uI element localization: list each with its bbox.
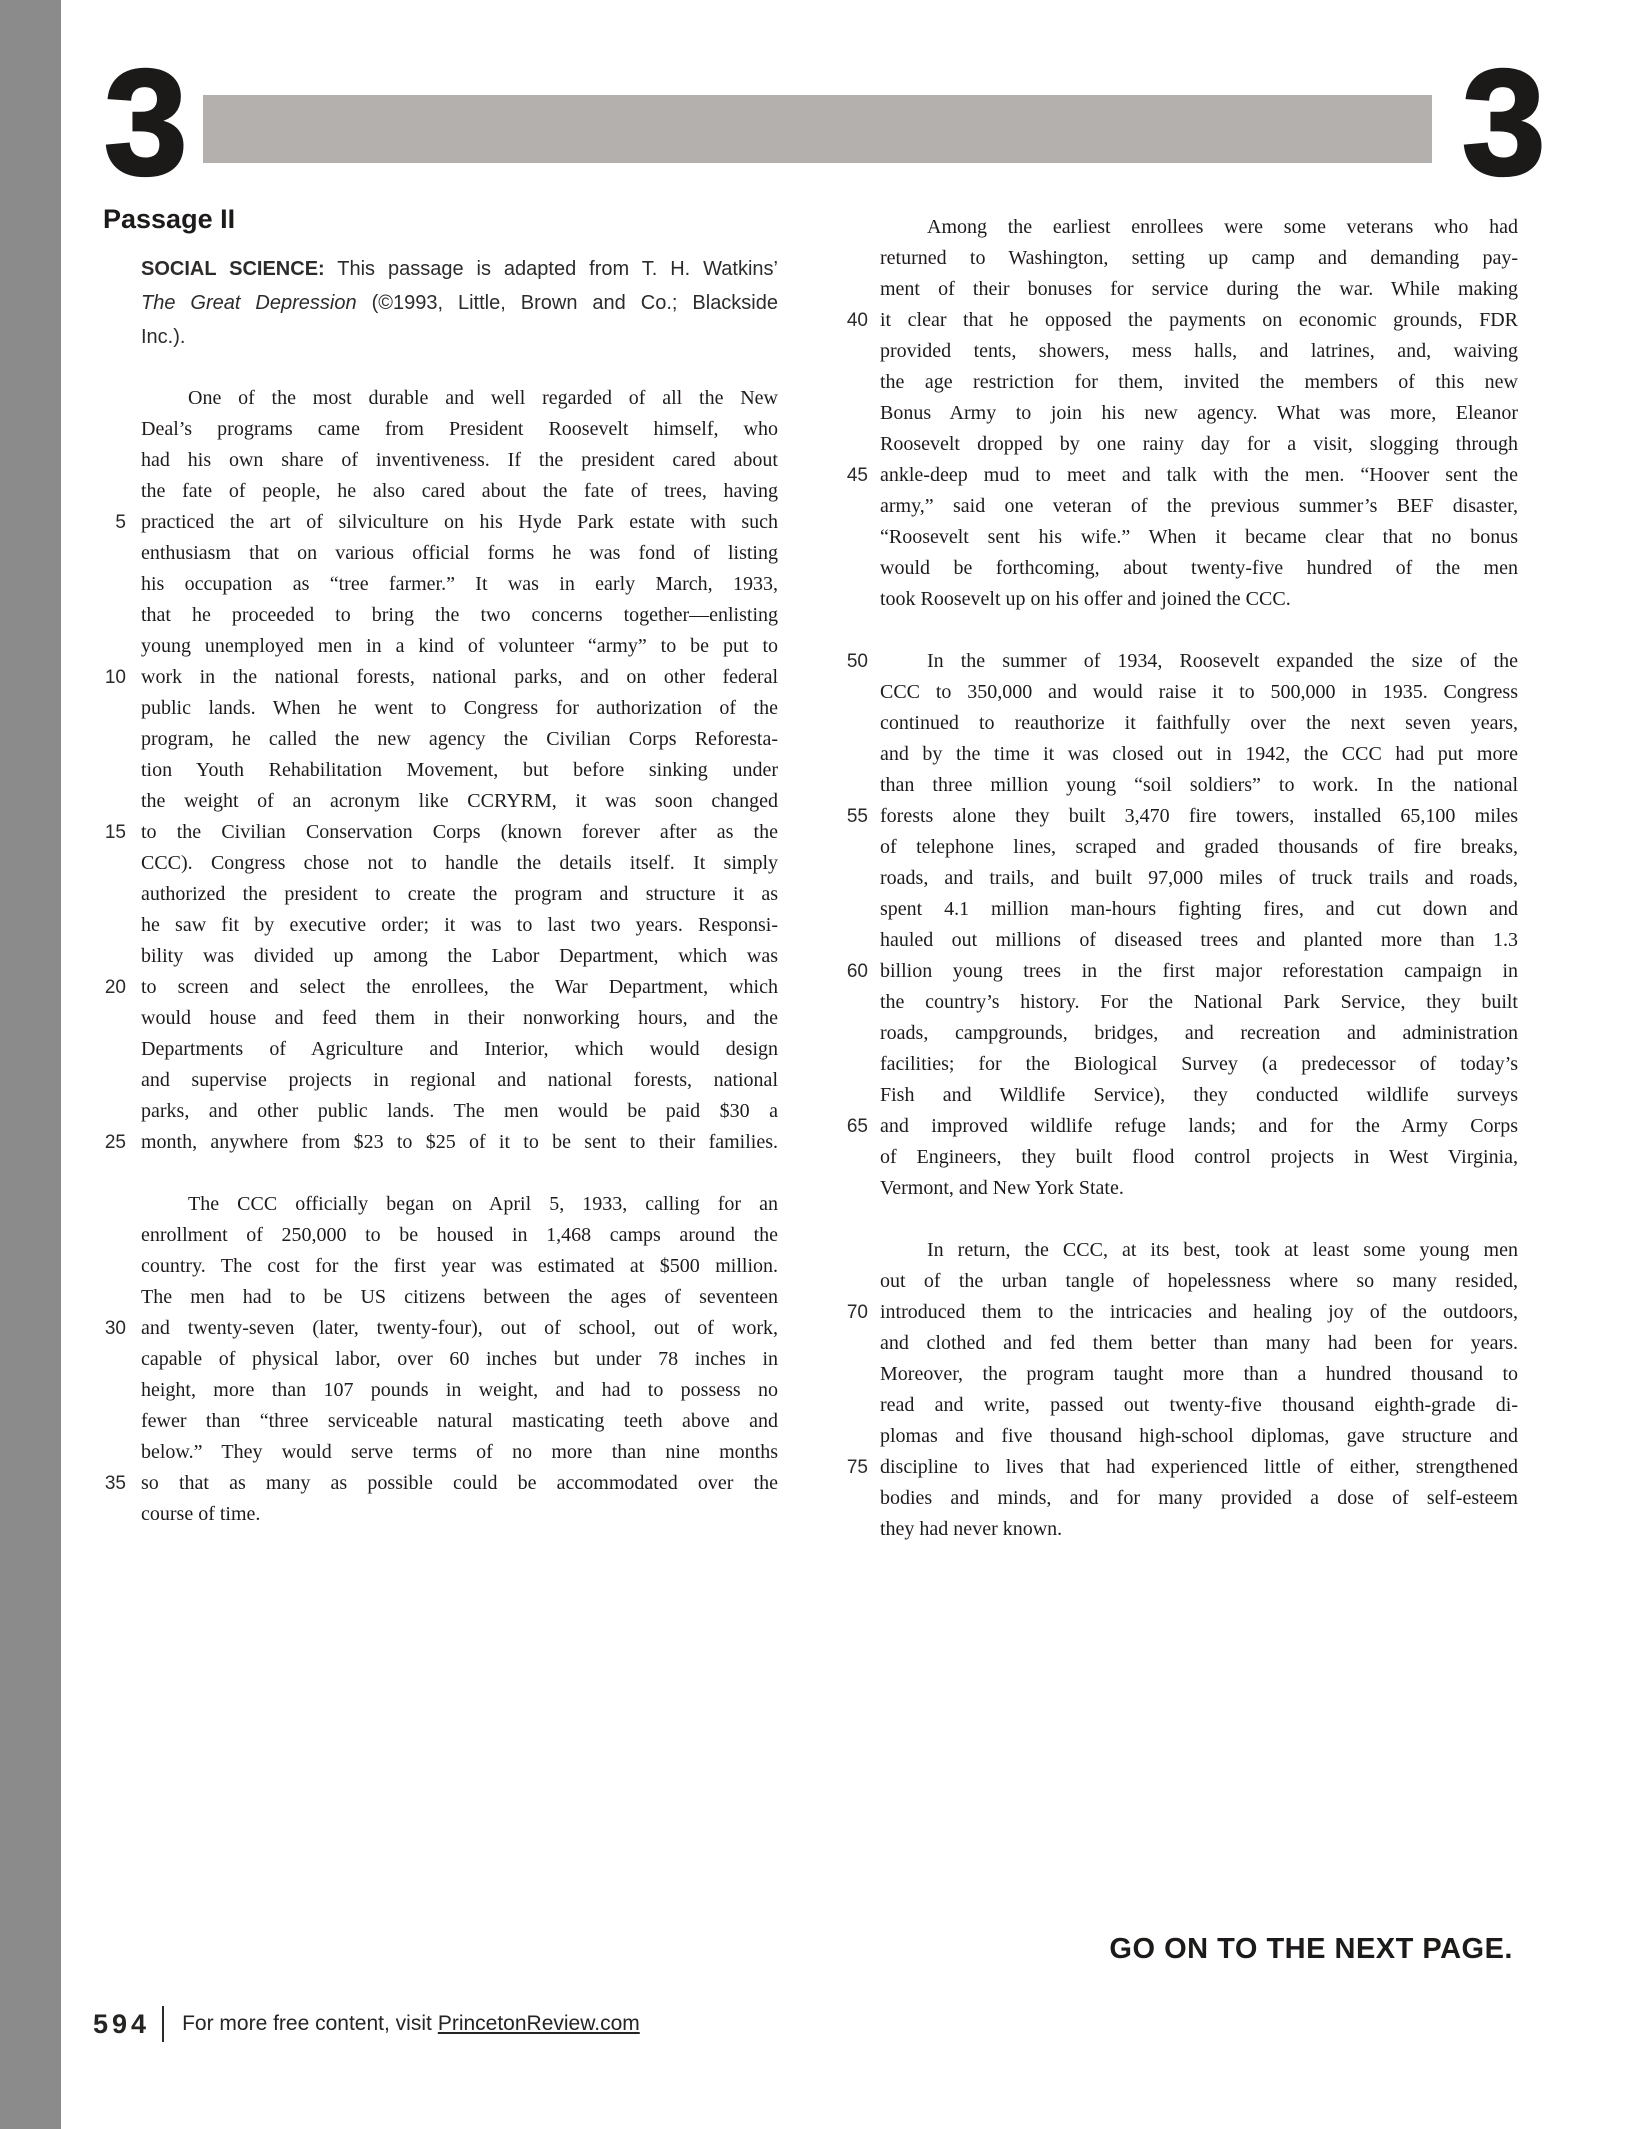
passage-line	[835, 1421, 1518, 1452]
passage-line	[835, 1359, 1518, 1390]
passage-line	[835, 243, 1518, 274]
passage-line	[96, 507, 778, 538]
passage-line	[835, 1297, 1518, 1328]
line-text: Bonus Army to join his new agency. What was more, Eleanor	[880, 402, 1518, 424]
line-text: capable of physical labor, over 60 inches but under 78 inches in	[141, 1348, 778, 1370]
line-text: of telephone lines, scraped and graded thousands of fire breaks,	[880, 836, 1518, 858]
passage-line	[96, 414, 778, 445]
line-text: plomas and five thousand high-school diplomas, gave structure and	[880, 1425, 1518, 1447]
intro-line-2	[141, 286, 778, 320]
line-text: Deal’s programs came from President Roosevelt himself, who	[141, 418, 778, 440]
passage-line	[96, 600, 778, 631]
passage-line	[96, 817, 778, 848]
line-text: he saw fit by executive order; it was to last two years. Responsi-	[141, 914, 778, 936]
line-text: and clothed and fed them better than many had been for years.	[880, 1332, 1518, 1354]
line-text: would be forthcoming, about twenty-five hundred of the men	[880, 557, 1518, 579]
line-text: work in the national forests, national parks, and on other federal	[141, 666, 778, 688]
line-text: facilities; for the Biological Survey (a predecessor of today’s	[880, 1053, 1518, 1075]
passage-line	[96, 879, 778, 910]
line-text: Departments of Agriculture and Interior, which would design	[141, 1038, 778, 1060]
passage-line	[96, 1251, 778, 1282]
line-number: 65	[846, 1116, 868, 1137]
line-text: One of the most durable and well regarded of all the New	[188, 387, 778, 409]
passage-line	[96, 1096, 778, 1127]
passage-line	[96, 1499, 778, 1530]
passage-line	[835, 1328, 1518, 1359]
passage-line	[835, 1173, 1518, 1204]
passage-line	[835, 646, 1518, 677]
passage-line	[835, 1142, 1518, 1173]
line-number: 25	[104, 1132, 126, 1153]
line-text: bodies and minds, and for many provided a dose of self-esteem	[880, 1487, 1518, 1509]
line-number: 60	[846, 961, 868, 982]
passage-line	[835, 1483, 1518, 1514]
passage-line	[96, 1127, 778, 1158]
passage-line	[835, 708, 1518, 739]
line-number: 55	[846, 806, 868, 827]
passage-line	[835, 770, 1518, 801]
passage-heading: Passage II	[103, 204, 236, 234]
passage-line	[96, 941, 778, 972]
passage-paragraph	[835, 212, 1518, 615]
line-text: and supervise projects in regional and national forests, national	[141, 1069, 778, 1091]
line-text: practiced the art of silviculture on his Hyde Park estate with such	[141, 511, 778, 533]
line-text: and twenty-seven (later, twenty-four), out of school, out of work,	[141, 1317, 778, 1339]
line-number: 10	[104, 667, 126, 688]
passage-line	[835, 429, 1518, 460]
passage-column-right	[835, 212, 1518, 1545]
line-text: In the summer of 1934, Roosevelt expanded the size of the	[927, 650, 1518, 672]
line-text: ment of their bonuses for service during the war. While making	[880, 278, 1518, 300]
passage-line	[835, 1452, 1518, 1483]
passage-line	[835, 739, 1518, 770]
line-text: The men had to be US citizens between the ages of seventeen	[141, 1286, 778, 1308]
passage-line	[835, 1514, 1518, 1545]
passage-line	[835, 584, 1518, 615]
passage-line	[835, 1266, 1518, 1297]
passage-line	[835, 832, 1518, 863]
passage-line	[96, 910, 778, 941]
line-text: the fate of people, he also cared about the fate of trees, having	[141, 480, 778, 502]
passage-line	[835, 336, 1518, 367]
passage-line	[835, 956, 1518, 987]
passage-line	[835, 987, 1518, 1018]
go-on-instruction: GO ON TO THE NEXT PAGE.	[1109, 1933, 1513, 1965]
passage-line	[96, 1065, 778, 1096]
passage-line	[96, 786, 778, 817]
passage-line	[96, 383, 778, 414]
line-number: 5	[115, 512, 126, 533]
line-text: than three million young “soil soldiers” to work. In the national	[880, 774, 1518, 796]
line-text: course of time.	[141, 1503, 261, 1525]
line-number: 70	[846, 1302, 868, 1323]
passage-line	[96, 724, 778, 755]
line-text: tion Youth Rehabilitation Movement, but before sinking under	[141, 759, 778, 781]
line-number: 35	[104, 1473, 126, 1494]
passage-line	[96, 631, 778, 662]
line-text: to the Civilian Conservation Corps (known forever after as the	[141, 821, 778, 843]
passage-line	[96, 1437, 778, 1468]
line-text: the country’s history. For the National Park Service, they built	[880, 991, 1518, 1013]
line-text: CCC to 350,000 and would raise it to 500,000 in 1935. Congress	[880, 681, 1518, 703]
line-text: it clear that he opposed the payments on economic grounds, FDR	[880, 309, 1518, 331]
line-text: parks, and other public lands. The men would be paid $30 a	[141, 1100, 778, 1122]
passage-line	[96, 1220, 778, 1251]
line-text: continued to reauthorize it faithfully over the next seven years,	[880, 712, 1518, 734]
passage-line	[835, 801, 1518, 832]
line-text: Vermont, and New York State.	[880, 1177, 1124, 1199]
line-number: 50	[846, 651, 868, 672]
passage-line	[835, 1390, 1518, 1421]
line-text: read and write, passed out twenty-five thousand eighth-grade di-	[880, 1394, 1518, 1416]
line-text: spent 4.1 million man-hours fighting fires, and cut down and	[880, 898, 1518, 920]
intro-line-3: Inc.).	[141, 326, 186, 348]
line-text: roads, campgrounds, bridges, and recreation and administration	[880, 1022, 1518, 1044]
line-text: fewer than “three serviceable natural masticating teeth above and	[141, 1410, 778, 1432]
passage-line	[835, 863, 1518, 894]
line-text: hauled out millions of diseased trees and planted more than 1.3	[880, 929, 1518, 951]
footer-divider	[162, 2006, 164, 2042]
page-number: 594	[93, 2008, 151, 2039]
line-text: below.” They would serve terms of no more than nine months	[141, 1441, 778, 1463]
line-text: Fish and Wildlife Service), they conducted wildlife surveys	[880, 1084, 1518, 1106]
intro-line-1	[141, 252, 778, 286]
passage-line	[96, 1313, 778, 1344]
line-text: forests alone they built 3,470 fire towers, installed 65,100 miles	[880, 805, 1518, 827]
line-text: Among the earliest enrollees were some veterans who had	[927, 216, 1518, 238]
line-text: height, more than 107 pounds in weight, and had to possess no	[141, 1379, 778, 1401]
line-text: his occupation as “tree farmer.” It was in early March, 1933,	[141, 573, 778, 595]
line-text: out of the urban tangle of hopelessness where so many resided,	[880, 1270, 1518, 1292]
line-number: 15	[104, 822, 126, 843]
line-text: roads, and trails, and built 97,000 miles of truck trails and roads,	[880, 867, 1518, 889]
line-text: provided tents, showers, mess halls, and latrines, and, waiving	[880, 340, 1518, 362]
passage-paragraph	[96, 383, 778, 1158]
passage-paragraph	[96, 1189, 778, 1530]
line-text: country. The cost for the first year was estimated at $500 million.	[141, 1255, 778, 1277]
line-number: 30	[104, 1318, 126, 1339]
line-text: CCC). Congress chose not to handle the details itself. It simply	[141, 852, 778, 874]
line-number: 40	[846, 310, 868, 331]
line-text: took Roosevelt up on his offer and joined the CCC.	[880, 588, 1291, 610]
passage-line	[835, 894, 1518, 925]
line-text: authorized the president to create the program and structure it as	[141, 883, 778, 905]
line-text: program, he called the new agency the Civilian Corps Reforesta-	[141, 728, 778, 750]
passage-line	[96, 1282, 778, 1313]
passage-line	[835, 1049, 1518, 1080]
passage-column-left	[96, 383, 778, 1530]
line-text: month, anywhere from $23 to $25 of it to be sent to their families.	[141, 1131, 778, 1153]
line-text: The CCC officially began on April 5, 1933, calling for an	[188, 1193, 778, 1215]
passage-line	[835, 460, 1518, 491]
line-number: 75	[846, 1457, 868, 1478]
line-number: 20	[104, 977, 126, 998]
passage-paragraph	[835, 646, 1518, 1204]
passage-line	[96, 693, 778, 724]
line-text: so that as many as possible could be accommodated over the	[141, 1472, 778, 1494]
passage-line	[96, 1468, 778, 1499]
passage-paragraph	[835, 1235, 1518, 1545]
passage-line	[96, 1189, 778, 1220]
line-text: ankle-deep mud to meet and talk with the men. “Hoover sent the	[880, 464, 1518, 486]
passage-line	[96, 972, 778, 1003]
header-divider-bar	[203, 95, 1432, 163]
passage-line	[96, 662, 778, 693]
passage-line	[835, 398, 1518, 429]
line-text: billion young trees in the first major reforestation campaign in	[880, 960, 1518, 982]
line-text: would house and feed them in their nonworking hours, and the	[141, 1007, 778, 1029]
line-text: young unemployed men in a kind of volunteer “army” to be put to	[141, 635, 778, 657]
passage-line	[835, 491, 1518, 522]
line-text: Moreover, the program taught more than a hundred thousand to	[880, 1363, 1518, 1385]
line-text: and by the time it was closed out in 1942, the CCC had put more	[880, 743, 1518, 765]
line-text: army,” said one veteran of the previous summer’s BEF disaster,	[880, 495, 1518, 517]
line-text: returned to Washington, setting up camp and demanding pay-	[880, 247, 1518, 269]
line-text: public lands. When he went to Congress for authorization of the	[141, 697, 778, 719]
passage-line	[96, 1034, 778, 1065]
passage-line	[96, 538, 778, 569]
passage-line	[96, 848, 778, 879]
passage-line	[835, 925, 1518, 956]
section-number-left: 3	[104, 38, 186, 206]
line-text: the age restriction for them, invited the members of this new	[880, 371, 1518, 393]
passage-line	[96, 569, 778, 600]
line-text: they had never known.	[880, 1518, 1063, 1540]
passage-line	[96, 445, 778, 476]
line-text: Roosevelt dropped by one rainy day for a visit, slogging through	[880, 433, 1518, 455]
passage-line	[96, 1375, 778, 1406]
line-text: of Engineers, they built flood control projects in West Virginia,	[880, 1146, 1518, 1168]
line-number: 45	[846, 465, 868, 486]
passage-line	[835, 522, 1518, 553]
line-text: enrollment of 250,000 to be housed in 1,468 camps around the	[141, 1224, 778, 1246]
line-text: introduced them to the intricacies and healing joy of the outdoors,	[880, 1301, 1518, 1323]
passage-line	[96, 1344, 778, 1375]
line-text: to screen and select the enrollees, the War Department, which	[141, 976, 778, 998]
intro-category-label: SOCIAL SCIENCE:	[141, 258, 325, 280]
footer-text: For more free content, visit	[182, 2012, 432, 2035]
line-text: enthusiasm that on various official forms he was fond of listing	[141, 542, 778, 564]
line-text: and improved wildlife refuge lands; and for the Army Corps	[880, 1115, 1518, 1137]
line-text: the weight of an acronym like CCRYRM, it was soon changed	[141, 790, 778, 812]
passage-line	[835, 212, 1518, 243]
intro-line-1-text: This passage is adapted from T. H. Watkins’	[324, 258, 778, 280]
passage-line	[835, 1080, 1518, 1111]
line-text: had his own share of inventiveness. If the president cared about	[141, 449, 778, 471]
passage-line	[835, 1111, 1518, 1142]
passage-intro-blurb	[141, 252, 778, 354]
intro-book-title: The Great Depression	[141, 292, 357, 314]
line-text: “Roosevelt sent his wife.” When it became clear that no bonus	[880, 526, 1518, 548]
passage-line	[96, 476, 778, 507]
passage-line	[835, 367, 1518, 398]
line-text: discipline to lives that had experienced little of either, strengthened	[880, 1456, 1518, 1478]
passage-line	[835, 305, 1518, 336]
section-number-right: 3	[1462, 38, 1544, 206]
page-footer	[93, 2002, 640, 2046]
line-text: bility was divided up among the Labor Department, which was	[141, 945, 778, 967]
passage-line	[835, 274, 1518, 305]
line-text: that he proceeded to bring the two concerns together—enlisting	[141, 604, 778, 626]
passage-line	[96, 1003, 778, 1034]
passage-line	[835, 677, 1518, 708]
left-margin-bar	[0, 0, 61, 2129]
intro-line-2-text: (©1993, Little, Brown and Co.; Blackside	[356, 292, 778, 314]
passage-line	[835, 553, 1518, 584]
passage-line	[96, 755, 778, 786]
passage-line	[835, 1235, 1518, 1266]
passage-line	[835, 1018, 1518, 1049]
line-text: In return, the CCC, at its best, took at least some young men	[927, 1239, 1518, 1261]
passage-line	[96, 1406, 778, 1437]
footer-link-princetonreview[interactable]: PrincetonReview.com	[437, 2012, 640, 2035]
